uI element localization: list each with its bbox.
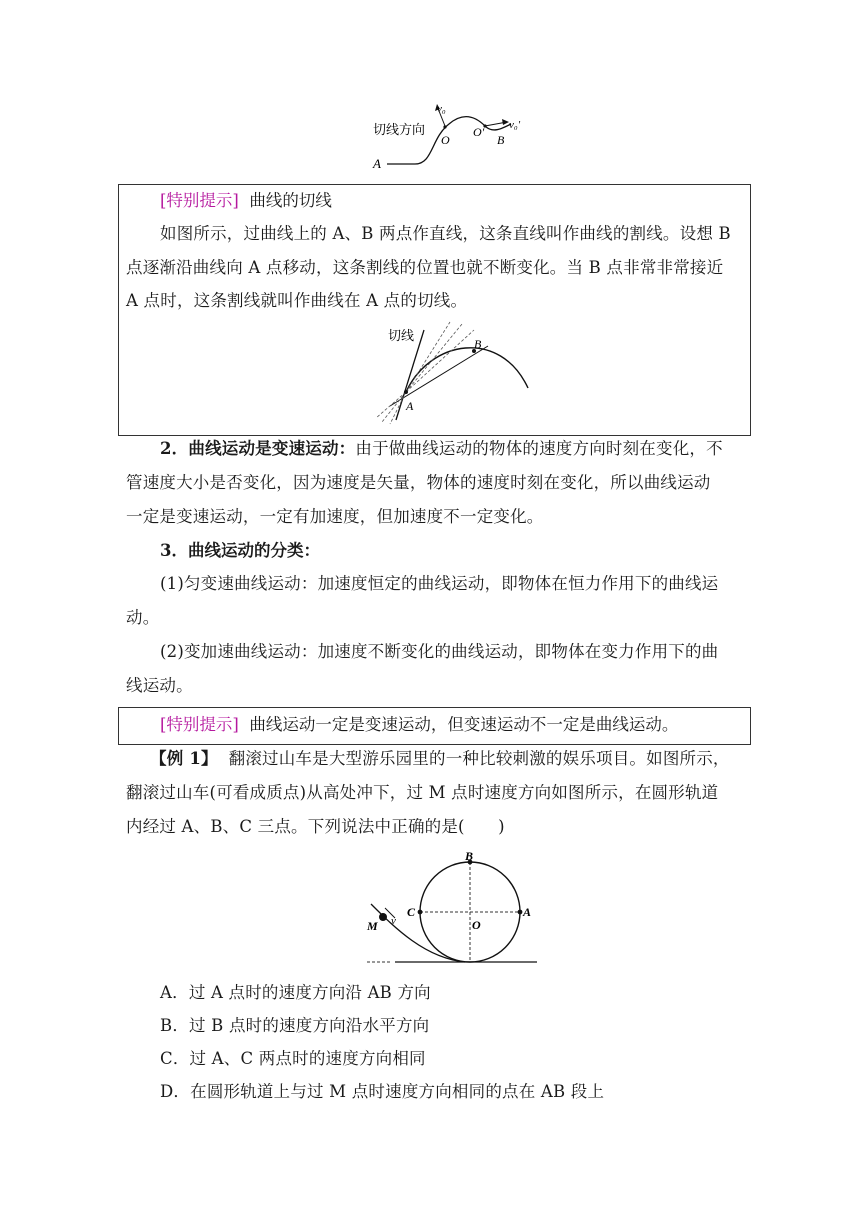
ex-fig-label-A: A [523, 905, 532, 919]
secant-tangent-figure [370, 320, 540, 425]
fig1-label-O2: O′ [473, 125, 485, 139]
fig2-label-A: A [406, 399, 414, 413]
section2-line-3: 一定是变速运动，一定有加速度，但加速度不一定变化。 [126, 507, 544, 526]
tip1-tag: [特别提示] [160, 191, 239, 210]
tip1-title: 曲线的切线 [249, 191, 332, 210]
section3-item2-line2: 线运动。 [126, 676, 193, 695]
ex-fig-label-M: M [367, 919, 378, 933]
fig1-label-v0p: v₀′ [509, 119, 521, 131]
option-d: D．在圆形轨道上与过 M 点时速度方向相同的点在 AB 段上 [160, 1082, 605, 1101]
option-c: C．过 A、C 两点时的速度方向相同 [160, 1049, 426, 1068]
tip1-line-2: 点逐渐沿曲线向 A 点移动，这条割线的位置也就不断变化。当 B 点非常非常接近 [126, 258, 724, 277]
fig1-tangent-label: 切线方向 [373, 123, 426, 138]
option-a: A．过 A 点时的速度方向沿 AB 方向 [160, 983, 431, 1002]
section2-line-1: 2．曲线运动是变速运动：由于做曲线运动的物体的速度方向时刻在变化，不 [160, 439, 723, 458]
section3-item2-line1: (2)变加速曲线运动：加速度不断变化的曲线运动，即物体在变力作用下的曲 [160, 642, 719, 661]
option-b: B．过 B 点时的速度方向沿水平方向 [160, 1016, 430, 1035]
tip1-line-1: 如图所示，过曲线上的 A、B 两点作直线，这条直线叫作曲线的割线。设想 B [160, 224, 731, 243]
fig2-label-B: B [474, 337, 482, 351]
section2-head: 2．曲线运动是变速运动： [160, 439, 356, 458]
section3-item1-line2: 动。 [126, 608, 160, 627]
roller-coaster-loop-figure [355, 848, 545, 968]
example-line-3: 内经过 A、B、C 三点。下列说法中正确的是( ) [126, 817, 505, 836]
tip1-header [160, 190, 332, 212]
curve-tangent-figure [365, 98, 565, 178]
fig1-label-v0: v₀ [437, 103, 446, 115]
ex-fig-label-B: B [465, 849, 474, 863]
section3-head: 3．曲线运动的分类： [160, 541, 320, 560]
fig2-tangent-label: 切线 [388, 329, 415, 344]
fig1-label-O: O [441, 133, 450, 147]
example-line-1: 【例 1】 翻滚过山车是大型游乐园里的一种比较刺激的娱乐项目。如图所示， [150, 749, 730, 768]
ex-fig-label-C: C [407, 905, 416, 919]
example-line-2: 翻滚过山车(可看成质点)从高处冲下，过 M 点时速度方向如图所示，在圆形轨道 [126, 783, 719, 802]
tip2-text: [特别提示] 曲线运动一定是变速运动，但变速运动不一定是曲线运动。 [160, 715, 679, 734]
ex-fig-label-v: v [391, 915, 396, 927]
fig1-label-B: B [497, 133, 505, 147]
tip1-line-3: A 点时，这条割线就叫作曲线在 A 点的切线。 [126, 291, 468, 310]
fig1-label-A: A [373, 156, 381, 171]
ex-fig-label-O: O [472, 918, 481, 932]
section3-item1-line1: (1)匀变速曲线运动：加速度恒定的曲线运动，即物体在恒力作用下的曲线运 [160, 574, 719, 593]
section2-line-2: 管速度大小是否变化，因为速度是矢量，物体的速度时刻在变化，所以曲线运动 [126, 473, 711, 492]
tip2-tag: [特别提示] [160, 715, 239, 734]
example-label: 【例 1】 [150, 749, 218, 768]
